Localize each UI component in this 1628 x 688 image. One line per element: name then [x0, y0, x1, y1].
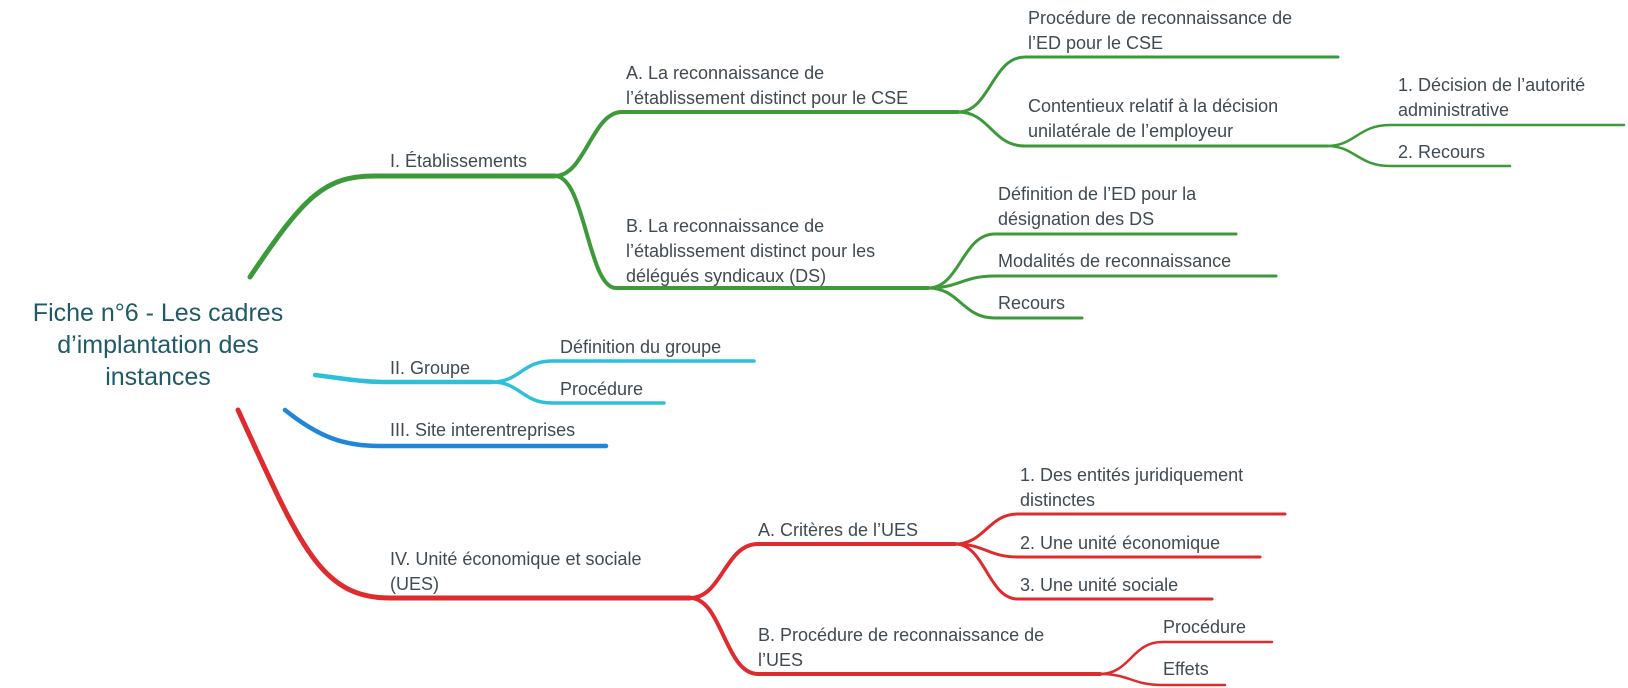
connector-etablissements-a [555, 112, 958, 176]
node-etablissements: I. Établissements [390, 151, 528, 171]
node-site-interentreprises: III. Site interentreprises [390, 420, 576, 440]
node-ues-line-2: (UES) [390, 574, 439, 594]
node-groupe-procedure: Procédure [560, 379, 644, 399]
node-procedure-ed-cse [1028, 6, 1292, 56]
node-decision-autorite-line-1: 1. Décision de l’autorité [1398, 75, 1586, 95]
node-etablissements-a [626, 61, 908, 111]
connector-b-modalites [928, 276, 1276, 288]
node-modalites-reconnaissance: Modalités de reconnaissance [998, 251, 1232, 271]
node-ues-procedure: Procédure [1163, 617, 1247, 637]
node-etablissements-a-line-1: A. La reconnaissance de [626, 63, 825, 83]
node-ues-line-1: IV. Unité économique et sociale [390, 549, 642, 569]
node-unite-sociale: 3. Une unité sociale [1020, 575, 1179, 595]
node-etablissements-b [626, 214, 875, 289]
node-etablissements-b-line-1: B. La reconnaissance de [626, 216, 825, 236]
node-definition-groupe: Définition du groupe [560, 337, 722, 357]
node-ues-effets: Effets [1163, 659, 1209, 679]
node-ues [390, 547, 642, 597]
root-line-1: Fiche n°6 - Les cadres [32, 299, 284, 327]
node-procedure-ed-cse-line-2: l’ED pour le CSE [1028, 33, 1164, 53]
node-decision-autorite-line-2: administrative [1398, 100, 1510, 120]
connector-root-etablissements [250, 176, 555, 277]
branch-groupe-lines [315, 361, 754, 403]
connector-ues-a [690, 544, 955, 598]
node-contentieux [1028, 94, 1278, 144]
node-contentieux-line-2: unilatérale de l’employeur [1028, 121, 1234, 141]
node-procedure-reconnaissance-ues-line-2: l’UES [758, 650, 804, 670]
node-definition-ed-ds [998, 182, 1196, 232]
node-unite-economique: 2. Une unité économique [1020, 533, 1221, 553]
node-etablissements-b-line-3: délégués syndicaux (DS) [626, 266, 827, 286]
node-definition-ed-ds-line-2: désignation des DS [998, 209, 1155, 229]
node-decision-autorite [1398, 73, 1585, 123]
node-contentieux-recours: 2. Recours [1398, 142, 1486, 162]
root-line-3: instances [105, 363, 211, 391]
node-groupe: II. Groupe [390, 358, 471, 378]
node-entites-juridiques [1020, 463, 1243, 513]
node-entites-juridiques-line-1: 1. Des entités juridiquement [1020, 465, 1244, 485]
node-b-recours: Recours [998, 293, 1066, 313]
root-line-2: d’implantation des [57, 331, 259, 359]
node-procedure-reconnaissance-ues-line-1: B. Procédure de reconnaissance de [758, 625, 1045, 645]
node-etablissements-a-line-2: l’établissement distinct pour le CSE [626, 88, 909, 108]
root-node [8, 297, 308, 393]
node-procedure-ed-cse-line-1: Procédure de reconnaissance de [1028, 8, 1293, 28]
node-entites-juridiques-line-2: distinctes [1020, 490, 1096, 510]
node-contentieux-line-1: Contentieux relatif à la décision [1028, 96, 1279, 116]
node-procedure-reconnaissance-ues [758, 623, 1044, 673]
node-etablissements-b-line-2: l’établissement distinct pour les [626, 241, 876, 261]
node-criteres-ues: A. Critères de l’UES [758, 520, 919, 540]
node-definition-ed-ds-line-1: Définition de l’ED pour la [998, 184, 1197, 204]
